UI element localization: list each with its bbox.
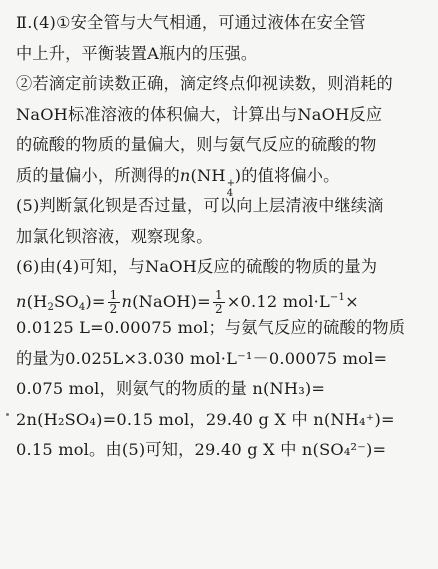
- fraction-denominator-2: 2: [214, 301, 223, 316]
- fraction-half-1: [108, 289, 120, 316]
- text-line-8: 加氯化钡溶液，观察现象。: [16, 226, 213, 246]
- formula-sub-2: 2: [47, 301, 55, 313]
- text-line-6: [16, 161, 426, 199]
- formula-n-2: n: [121, 291, 133, 311]
- formula-h2so4-open: (H: [26, 291, 48, 311]
- var-n: n: [179, 165, 191, 185]
- text-line-3: ②若滴定前读数正确，滴定终点仰视读数，则消耗的: [16, 74, 393, 93]
- formula-exponent: −1: [329, 291, 346, 303]
- text-line-13: 0.075 mol，则氨气的物质的量 n(NH₃)=: [16, 379, 326, 398]
- text-line-2: 中上升，平衡装置A瓶内的压强。: [16, 43, 258, 63]
- text-line-1: Ⅱ.(4)①安全管与大气相通，可通过液体在安全管: [16, 13, 366, 32]
- fraction-numerator: 1: [109, 287, 118, 302]
- formula-n-1: n: [16, 291, 27, 311]
- text-line-9: (6)由(4)可知，与NaOH反应的硫酸的物质的量为: [16, 257, 378, 276]
- text-line-4: NaOH标准溶液的体积偏大，计算出与NaOH反应: [16, 104, 383, 124]
- nh4-open: (NH: [190, 165, 226, 185]
- text-line-11: 0.0125 L=0.00075 mol；与氨气反应的硫酸的物质: [16, 318, 406, 337]
- text-line-12: 的量为0.025L×3.030 mol·L⁻¹－0.00075 mol=: [16, 348, 388, 368]
- nh4-subscript: 4: [226, 187, 234, 199]
- formula-line: [16, 283, 426, 314]
- stray-mark: [6, 413, 9, 416]
- formula-sub-4: 4: [78, 301, 86, 313]
- fraction-half-2: [213, 289, 225, 316]
- text-line-6-c: )的值将偏小。: [234, 165, 340, 185]
- fraction-denominator: 2: [109, 301, 118, 316]
- formula-tail-end: ×: [345, 291, 359, 311]
- formula-close: )=: [85, 291, 106, 311]
- text-line-14: 2n(H₂SO₄)=0.15 mol，29.40 g X 中 n(NH₄⁺)=: [16, 409, 395, 429]
- text-line-6-a: 质的量偏小，所测得的: [16, 165, 180, 185]
- formula-so: SO: [54, 291, 79, 311]
- formula-naoh: (NaOH)=: [132, 291, 211, 311]
- text-line-15: 0.15 mol。由(5)可知，29.40 g X 中 n(SO₄²⁻)=: [16, 440, 387, 459]
- text-line-7: (5)判断氯化钡是否过量，可以向上层清液中继续滴: [16, 196, 384, 215]
- fraction-numerator-2: 1: [214, 287, 223, 302]
- nh4-charge: +: [226, 177, 236, 189]
- text-line-5: 的硫酸的物质的量偏大，则与氨气反应的硫酸的物: [16, 135, 377, 154]
- formula-tail: ×0.12 mol·L: [226, 291, 330, 311]
